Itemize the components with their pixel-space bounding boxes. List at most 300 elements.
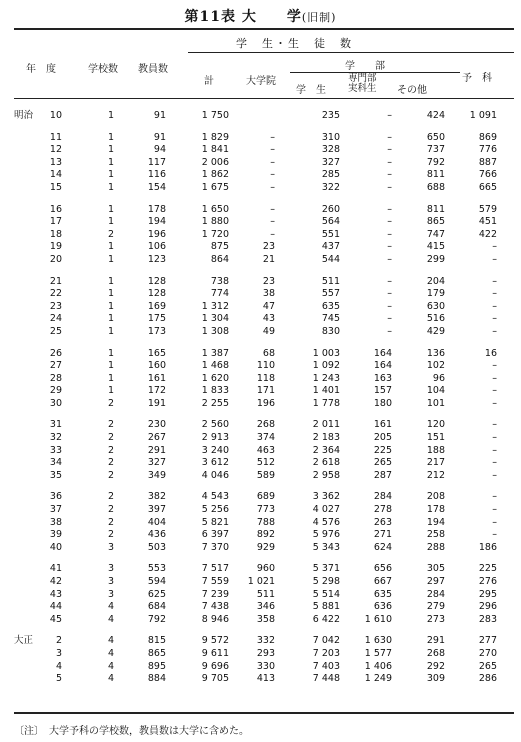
header-total: 計 <box>204 76 214 87</box>
cell-graduate: 773 <box>256 504 275 516</box>
cell-year: 34 <box>49 457 62 469</box>
cell-era <box>14 661 36 674</box>
group-spacer <box>14 554 497 563</box>
cell-year: 36 <box>49 491 62 503</box>
cell-year: 24 <box>49 313 62 325</box>
cell-faculty-students: 437 <box>321 241 340 253</box>
cell-schools: 1 <box>107 203 114 215</box>
cell-vocational: – <box>387 181 392 193</box>
cell-era <box>14 276 36 289</box>
cell-teachers: 191 <box>147 397 166 409</box>
cell-graduate: – <box>270 156 275 168</box>
cell-prep: – <box>492 491 497 503</box>
table-row <box>14 229 497 242</box>
cell-year: 41 <box>49 563 62 575</box>
cell-vocational: – <box>387 241 392 253</box>
cell-total: 2 560 <box>201 419 229 431</box>
cell-faculty-students: 2 011 <box>312 419 340 431</box>
cell-other: 194 <box>426 516 445 528</box>
cell-vocational: – <box>387 131 392 143</box>
table-row <box>14 470 497 483</box>
cell-vocational: 1 630 <box>364 635 392 647</box>
cell-total: 4 046 <box>201 469 229 481</box>
cell-teachers: 94 <box>153 144 166 156</box>
cell-faculty-students: 830 <box>321 325 340 337</box>
cell-graduate: 960 <box>256 563 275 575</box>
cell-schools: 1 <box>107 156 114 168</box>
cell-era <box>14 601 36 614</box>
cell-graduate: 689 <box>256 491 275 503</box>
cell-schools: 4 <box>107 601 114 613</box>
cell-era <box>14 432 36 445</box>
cell-prep: 225 <box>478 563 497 575</box>
cell-vocational: 180 <box>373 397 392 409</box>
table-row <box>14 301 497 314</box>
cell-graduate: 511 <box>256 588 275 600</box>
cell-schools: 1 <box>107 385 114 397</box>
cell-graduate: – <box>270 228 275 240</box>
cell-faculty-students: 5 298 <box>312 576 340 587</box>
table-row <box>14 661 497 674</box>
cell-year: 37 <box>49 504 62 516</box>
cell-graduate: – <box>270 131 275 143</box>
cell-era <box>14 301 36 314</box>
cell-schools: 1 <box>107 241 114 253</box>
cell-graduate: 374 <box>256 432 275 444</box>
cell-year: 10 <box>49 110 62 121</box>
cell-prep: 296 <box>478 601 497 613</box>
cell-prep: 776 <box>478 144 497 156</box>
cell-graduate <box>229 110 275 123</box>
group-spacer-cell <box>14 123 497 132</box>
cell-teachers: 884 <box>147 673 166 685</box>
bottom-rule <box>14 712 514 714</box>
cell-other: 136 <box>426 347 445 359</box>
cell-year: 4 <box>55 660 62 672</box>
cell-prep: – <box>492 457 497 469</box>
table-row <box>14 313 497 326</box>
cell-total: 2 006 <box>201 156 229 168</box>
cell-era <box>14 326 36 339</box>
cell-year: 15 <box>49 181 62 193</box>
cell-year: 39 <box>49 529 62 541</box>
cell-vocational: 225 <box>373 444 392 456</box>
cell-faculty-students: 7 042 <box>312 635 340 647</box>
table-title <box>0 6 521 26</box>
cell-graduate: 293 <box>256 647 275 659</box>
cell-schools: 1 <box>107 275 114 287</box>
cell-prep: 766 <box>478 169 497 181</box>
cell-graduate: 589 <box>256 469 275 481</box>
cell-total: 8 946 <box>201 613 229 625</box>
cell-total: 6 397 <box>201 529 229 541</box>
cell-teachers: 106 <box>147 241 166 253</box>
cell-schools: 1 <box>107 360 114 372</box>
cell-total: 1 675 <box>201 181 229 193</box>
cell-teachers: 154 <box>147 181 166 193</box>
cell-faculty-students: 2 618 <box>312 457 340 469</box>
cell-era <box>14 576 36 589</box>
cell-graduate: – <box>270 169 275 181</box>
cell-vocational: 1 249 <box>364 673 392 685</box>
cell-teachers: 625 <box>147 588 166 600</box>
cell-total: 1 750 <box>201 110 229 121</box>
cell-graduate: 49 <box>262 325 275 337</box>
cell-graduate: 38 <box>262 288 275 300</box>
cell-year: 43 <box>49 588 62 600</box>
table-row <box>14 326 497 339</box>
cell-total: 738 <box>210 275 229 287</box>
table-row <box>14 517 497 530</box>
cell-other: 284 <box>426 588 445 600</box>
cell-faculty-students: 4 027 <box>312 504 340 516</box>
cell-vocational: 284 <box>373 491 392 503</box>
group-spacer <box>14 339 497 348</box>
cell-graduate: 23 <box>262 241 275 253</box>
table-row <box>14 601 497 614</box>
cell-schools: 1 <box>107 144 114 156</box>
cell-other: 217 <box>426 457 445 469</box>
cell-prep: 295 <box>478 588 497 600</box>
cell-prep: – <box>492 444 497 456</box>
cell-vocational: 624 <box>373 541 392 553</box>
cell-prep: 887 <box>478 156 497 168</box>
cell-year: 20 <box>49 253 62 265</box>
cell-prep: 665 <box>478 181 497 193</box>
cell-era <box>14 313 36 326</box>
cell-faculty-students: 511 <box>321 275 340 287</box>
table-row <box>14 529 497 542</box>
cell-total: 1 304 <box>201 313 229 325</box>
cell-vocational: 164 <box>373 360 392 372</box>
cell-year: 19 <box>49 241 62 253</box>
cell-prep: – <box>492 253 497 265</box>
cell-schools: 4 <box>107 613 114 625</box>
students-underline <box>188 52 514 53</box>
cell-year: 17 <box>49 216 62 228</box>
cell-graduate: 332 <box>256 635 275 647</box>
cell-vocational: 263 <box>373 516 392 528</box>
cell-teachers: 349 <box>147 469 166 481</box>
cell-vocational: – <box>387 203 392 215</box>
cell-era <box>14 563 36 576</box>
footnote: 〔注〕 大学予科の学校数，教員数は大学に含めた。 <box>14 726 249 737</box>
cell-faculty-students: 235 <box>321 110 340 121</box>
cell-teachers: 117 <box>147 156 166 168</box>
cell-faculty-students: 635 <box>321 300 340 312</box>
cell-schools: 2 <box>107 444 114 456</box>
cell-graduate: 1 021 <box>247 576 275 587</box>
cell-faculty-students: 5 514 <box>312 588 340 600</box>
cell-prep: 286 <box>478 673 497 685</box>
cell-prep: 422 <box>478 228 497 240</box>
cell-graduate: 463 <box>256 444 275 456</box>
header-teachers: 教員数 <box>138 64 168 75</box>
cell-other: 297 <box>426 576 445 587</box>
table-row <box>14 288 497 301</box>
cell-vocational: 635 <box>373 588 392 600</box>
cell-faculty-students: 6 422 <box>312 613 340 625</box>
cell-faculty-students: 544 <box>321 253 340 265</box>
cell-era <box>14 457 36 470</box>
cell-graduate: 47 <box>262 300 275 312</box>
cell-year: 23 <box>49 300 62 312</box>
group-spacer-cell <box>14 339 497 348</box>
cell-year: 33 <box>49 444 62 456</box>
cell-schools: 2 <box>107 504 114 516</box>
title-main: 第11表 大 学 <box>184 9 302 25</box>
cell-faculty-students: 745 <box>321 313 340 325</box>
cell-schools: 1 <box>107 313 114 325</box>
cell-schools: 4 <box>107 660 114 672</box>
table-row <box>14 504 497 517</box>
cell-era: 明治 <box>14 110 34 121</box>
cell-prep: 1 091 <box>469 110 497 121</box>
cell-prep: – <box>492 372 497 384</box>
cell-faculty-students: 5 976 <box>312 529 340 541</box>
cell-vocational: 265 <box>373 457 392 469</box>
header-students-group: 学 生・生 徒 数 <box>236 37 353 50</box>
cell-prep: – <box>492 504 497 516</box>
header-faculty-group: 学 部 <box>345 61 385 72</box>
cell-graduate: 330 <box>256 660 275 672</box>
cell-faculty-students: 564 <box>321 216 340 228</box>
cell-teachers: 175 <box>147 313 166 325</box>
cell-teachers: 382 <box>147 491 166 503</box>
cell-other: 429 <box>426 325 445 337</box>
cell-vocational: 205 <box>373 432 392 444</box>
cell-graduate: – <box>270 181 275 193</box>
cell-total: 1 312 <box>201 300 229 312</box>
cell-era <box>14 373 36 386</box>
cell-teachers: 815 <box>147 635 166 647</box>
cell-era <box>14 132 36 145</box>
cell-teachers: 503 <box>147 541 166 553</box>
cell-other: 737 <box>426 144 445 156</box>
cell-vocational: – <box>387 325 392 337</box>
cell-other: 279 <box>426 601 445 613</box>
cell-faculty-students: 1 092 <box>312 360 340 372</box>
cell-other: 208 <box>426 491 445 503</box>
cell-schools: 1 <box>107 131 114 143</box>
cell-faculty-students: 2 183 <box>312 432 340 444</box>
cell-other: 258 <box>426 529 445 541</box>
cell-prep: – <box>492 469 497 481</box>
cell-faculty-students: 1 243 <box>312 372 340 384</box>
cell-year: 11 <box>49 131 62 143</box>
cell-total: 1 833 <box>201 385 229 397</box>
cell-faculty-students: 7 403 <box>312 660 340 672</box>
cell-teachers: 895 <box>147 660 166 672</box>
cell-era <box>14 419 36 432</box>
cell-year: 30 <box>49 397 62 409</box>
cell-year: 42 <box>49 576 62 587</box>
cell-other: 292 <box>426 660 445 672</box>
cell-prep: – <box>492 516 497 528</box>
cell-total: 1 880 <box>201 216 229 228</box>
cell-year: 25 <box>49 325 62 337</box>
cell-schools: 2 <box>107 516 114 528</box>
cell-prep: – <box>492 288 497 300</box>
cell-prep: 186 <box>478 541 497 553</box>
cell-vocational: – <box>387 228 392 240</box>
cell-faculty-students: 3 362 <box>312 491 340 503</box>
cell-teachers: 91 <box>153 131 166 143</box>
cell-other: 415 <box>426 241 445 253</box>
cell-faculty-students: 5 343 <box>312 541 340 553</box>
top-rule <box>14 28 514 30</box>
header-other: その他 <box>397 85 427 96</box>
cell-vocational: 287 <box>373 469 392 481</box>
cell-era <box>14 648 36 661</box>
cell-teachers: 172 <box>147 385 166 397</box>
cell-prep: 869 <box>478 131 497 143</box>
cell-teachers: 161 <box>147 372 166 384</box>
table-row <box>14 169 497 182</box>
table-row <box>14 445 497 458</box>
cell-faculty-students: 551 <box>321 228 340 240</box>
cell-teachers: 91 <box>153 110 166 121</box>
cell-year: 32 <box>49 432 62 444</box>
header-bottom-rule <box>14 98 514 99</box>
cell-era <box>14 517 36 530</box>
cell-schools: 2 <box>107 491 114 503</box>
cell-era <box>14 254 36 267</box>
cell-vocational: 278 <box>373 504 392 516</box>
cell-graduate: – <box>270 203 275 215</box>
cell-prep: – <box>492 432 497 444</box>
cell-era <box>14 673 36 686</box>
cell-prep: – <box>492 313 497 325</box>
cell-other: 630 <box>426 300 445 312</box>
cell-era <box>14 529 36 542</box>
group-spacer <box>14 410 497 419</box>
cell-faculty-students: 1 003 <box>312 347 340 359</box>
cell-total: 774 <box>210 288 229 300</box>
cell-other: 424 <box>426 110 445 121</box>
cell-era <box>14 542 36 555</box>
cell-era <box>14 241 36 254</box>
cell-faculty-students: 7 203 <box>312 647 340 659</box>
cell-schools: 2 <box>107 432 114 444</box>
cell-other: 688 <box>426 181 445 193</box>
cell-other: 212 <box>426 469 445 481</box>
group-spacer <box>14 482 497 491</box>
table-row <box>14 144 497 157</box>
cell-vocational: 271 <box>373 529 392 541</box>
cell-era <box>14 157 36 170</box>
cell-other: 865 <box>426 216 445 228</box>
cell-graduate: 110 <box>256 360 275 372</box>
group-spacer <box>14 626 497 635</box>
cell-teachers: 792 <box>147 613 166 625</box>
cell-prep: – <box>492 360 497 372</box>
cell-era <box>14 144 36 157</box>
cell-schools: 1 <box>107 253 114 265</box>
cell-schools: 2 <box>107 419 114 431</box>
cell-total: 7 370 <box>201 541 229 553</box>
cell-schools: 4 <box>107 647 114 659</box>
cell-total: 9 696 <box>201 660 229 672</box>
cell-teachers: 116 <box>147 169 166 181</box>
table-row <box>14 491 497 504</box>
cell-total: 5 256 <box>201 504 229 516</box>
cell-vocational: 636 <box>373 601 392 613</box>
header-vocational: 専門部 実科生 <box>348 73 377 94</box>
cell-other: 305 <box>426 563 445 575</box>
cell-other: 273 <box>426 613 445 625</box>
cell-prep: 16 <box>484 347 497 359</box>
cell-graduate: 43 <box>262 313 275 325</box>
cell-other: 650 <box>426 131 445 143</box>
cell-other: 811 <box>426 169 445 181</box>
table-row <box>14 419 497 432</box>
table-row <box>14 432 497 445</box>
cell-total: 1 308 <box>201 325 229 337</box>
cell-faculty-students: 2 958 <box>312 469 340 481</box>
cell-other: 102 <box>426 360 445 372</box>
cell-schools: 1 <box>107 216 114 228</box>
cell-graduate: 413 <box>256 673 275 685</box>
cell-era <box>14 445 36 458</box>
cell-prep: – <box>492 275 497 287</box>
cell-graduate: 23 <box>262 275 275 287</box>
cell-other: 299 <box>426 253 445 265</box>
table-row <box>14 348 497 361</box>
cell-teachers: 230 <box>147 419 166 431</box>
table-row <box>14 576 497 589</box>
cell-other: 204 <box>426 275 445 287</box>
cell-faculty-students: 260 <box>321 203 340 215</box>
cell-faculty-students: 1 401 <box>312 385 340 397</box>
cell-faculty-students: 7 448 <box>312 673 340 685</box>
cell-vocational: – <box>387 300 392 312</box>
group-spacer-cell <box>14 554 497 563</box>
cell-graduate: 358 <box>256 613 275 625</box>
cell-schools: 1 <box>107 347 114 359</box>
cell-era <box>14 288 36 301</box>
cell-vocational: – <box>387 144 392 156</box>
table-row <box>14 398 497 411</box>
cell-schools: 3 <box>107 588 114 600</box>
cell-year: 40 <box>49 541 62 553</box>
group-spacer <box>14 195 497 204</box>
cell-teachers: 196 <box>147 228 166 240</box>
cell-graduate: 346 <box>256 601 275 613</box>
cell-faculty-students: 5 371 <box>312 563 340 575</box>
table-row <box>14 110 497 123</box>
cell-year: 31 <box>49 419 62 431</box>
table-row <box>14 614 497 627</box>
cell-schools: 1 <box>107 325 114 337</box>
cell-era <box>14 589 36 602</box>
cell-total: 7 438 <box>201 601 229 613</box>
cell-faculty-students: 2 364 <box>312 444 340 456</box>
cell-prep: 277 <box>478 635 497 647</box>
cell-faculty-students: 4 576 <box>312 516 340 528</box>
cell-year: 14 <box>49 169 62 181</box>
cell-total: 2 913 <box>201 432 229 444</box>
cell-graduate: 118 <box>256 372 275 384</box>
cell-faculty-students: 285 <box>321 169 340 181</box>
cell-prep: – <box>492 397 497 409</box>
cell-teachers: 123 <box>147 253 166 265</box>
table-row <box>14 542 497 555</box>
cell-graduate: 268 <box>256 419 275 431</box>
cell-prep: – <box>492 385 497 397</box>
cell-graduate: 196 <box>256 397 275 409</box>
table-row <box>14 589 497 602</box>
